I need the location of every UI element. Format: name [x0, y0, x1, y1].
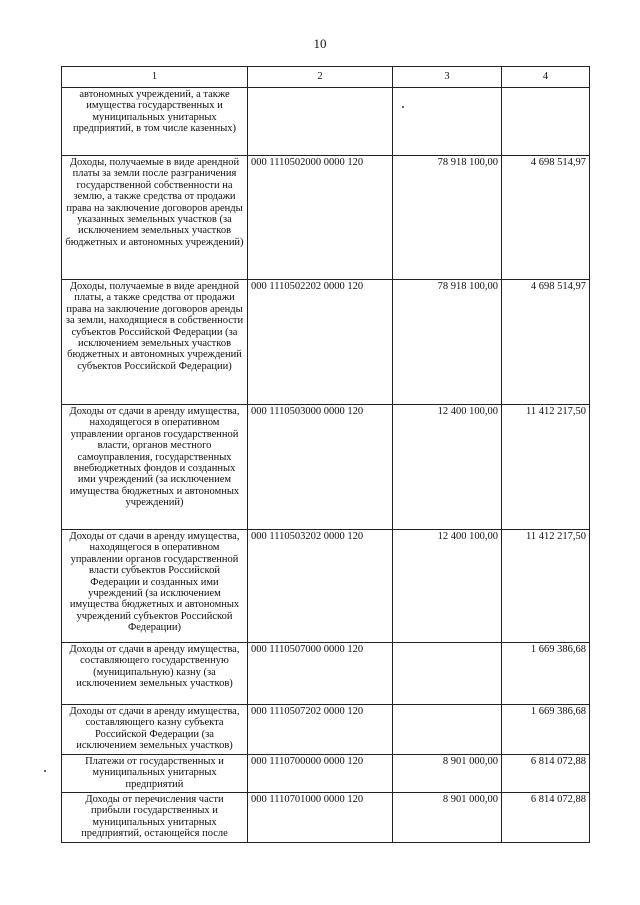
row-value-col4: 6 814 072,88 [502, 755, 590, 793]
row-code: 000 1110700000 0000 120 [248, 755, 393, 793]
row-value-col4: 1 669 386,68 [502, 643, 590, 705]
row-value-col3 [393, 88, 502, 156]
table-row [62, 793, 590, 843]
row-description: Доходы от сдачи в аренду имущества, составляющего казну субъекта Российской Федерации (за исключением земельных участков) [62, 705, 248, 755]
row-value-col4: 6 814 072,88 [502, 793, 590, 843]
table-row [62, 405, 590, 530]
row-value-col3: 12 400 100,00 [393, 405, 502, 530]
table-row [62, 530, 590, 643]
row-value-col3: 12 400 100,00 [393, 530, 502, 643]
table-row [62, 280, 590, 405]
row-value-col3 [393, 643, 502, 705]
row-value-col4: 4 698 514,97 [502, 280, 590, 405]
table-row [62, 755, 590, 793]
row-description: Доходы от сдачи в аренду имущества, находящегося в оперативном управлении органов государственной власти, органов местного самоуправления, государственных внебюджетных фондов и созданных ими учреждений (за исключением имущества бюджетных и автономных учреждений) [62, 405, 248, 530]
column-header-4: 4 [502, 67, 590, 88]
table-row [62, 705, 590, 755]
row-value-col4: 1 669 386,68 [502, 705, 590, 755]
row-value-col3: 8 901 000,00 [393, 793, 502, 843]
row-value-col3: 78 918 100,00 [393, 156, 502, 280]
table-row [62, 156, 590, 280]
row-value-col3: 78 918 100,00 [393, 280, 502, 405]
row-code: 000 1110503000 0000 120 [248, 405, 393, 530]
column-header-2: 2 [248, 67, 393, 88]
row-description: автономных учреждений, а также имущества государственных и муниципальных унитарных предприятий, в том числе казенных) [62, 88, 248, 156]
row-description: Доходы от перечисления части прибыли государственных и муниципальных унитарных предприятий, остающейся после [62, 793, 248, 843]
row-code: 000 1110503202 0000 120 [248, 530, 393, 643]
row-value-col4: 11 412 217,50 [502, 405, 590, 530]
row-code: 000 1110507000 0000 120 [248, 643, 393, 705]
row-value-col4: 11 412 217,50 [502, 530, 590, 643]
row-description: Доходы, получаемые в виде арендной платы, а также средства от продажи права на заключение договоров аренды за земли, находящиеся в собственности субъектов Российской Федерации (за исключением земельных участков бюджетных и автономных учреждений субъектов Российской Федерации) [62, 280, 248, 405]
scan-speck [44, 770, 46, 772]
row-description: Доходы от сдачи в аренду имущества, находящегося в оперативном управлении органов государственной власти субъектов Российской Федерации и созданных ими учреждений (за исключением имущества бюджетных и автономных учреждений субъектов Российской Федерации) [62, 530, 248, 643]
revenue-table [61, 66, 590, 843]
row-value-col4 [502, 88, 590, 156]
row-value-col3: 8 901 000,00 [393, 755, 502, 793]
row-value-col3 [393, 705, 502, 755]
row-description: Доходы от сдачи в аренду имущества, составляющего государственную (муниципальную) казну (за исключением земельных участков) [62, 643, 248, 705]
scan-speck [402, 106, 404, 108]
column-header-3: 3 [393, 67, 502, 88]
table-row [62, 88, 590, 156]
row-code: 000 1110502202 0000 120 [248, 280, 393, 405]
row-description: Доходы, получаемые в виде арендной платы за земли после разграничения государственной собственности на землю, а также средства от продажи права на заключение договоров аренды указанных земельных участков (за исключением земельных участков бюджетных и автономных учреждений) [62, 156, 248, 280]
row-value-col4: 4 698 514,97 [502, 156, 590, 280]
column-header-1: 1 [62, 67, 248, 88]
page-number: 10 [313, 36, 327, 51]
row-code: 000 1110502000 0000 120 [248, 156, 393, 280]
row-description: Платежи от государственных и муниципальных унитарных предприятий [62, 755, 248, 793]
table-header-row [62, 67, 590, 88]
table-row [62, 643, 590, 705]
row-code [248, 88, 393, 156]
row-code: 000 1110507202 0000 120 [248, 705, 393, 755]
row-code: 000 1110701000 0000 120 [248, 793, 393, 843]
